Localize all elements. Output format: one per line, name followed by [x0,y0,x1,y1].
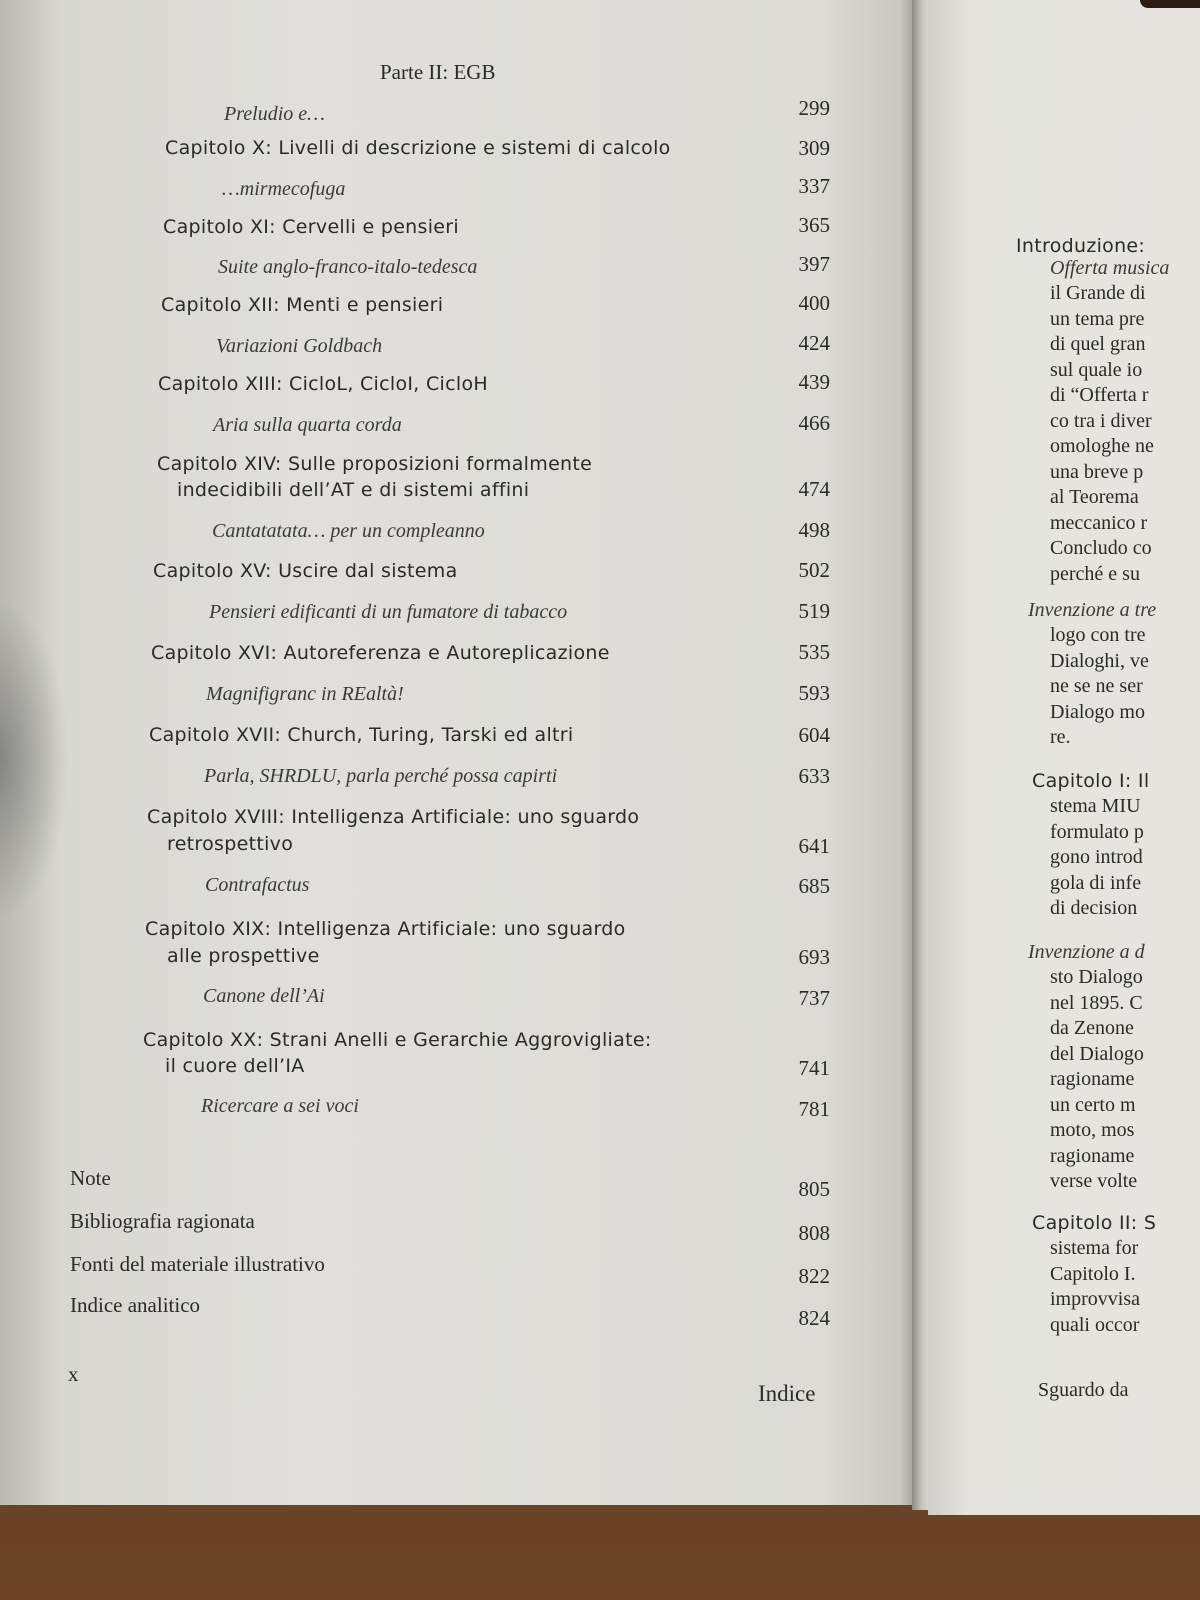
toc-entry-title: Contrafactus [205,874,310,896]
toc-entry-title: Capitolo XIX: Intelligenza Artificiale: uno sguardo [145,918,626,940]
right-page [928,0,1200,1515]
toc-entry-page: 593 [798,681,830,705]
right-page-line: un certo m [1050,1094,1136,1116]
right-page-line: gono introd [1050,846,1143,868]
toc-entry-page: 693 [798,945,830,969]
right-page-line: quali occor [1050,1314,1140,1336]
right-page-line: sto Dialogo [1050,966,1143,988]
toc-entry-page: 424 [798,331,830,355]
toc-entry-page: 299 [798,96,830,120]
right-page-line: logo con tre [1050,624,1146,646]
right-page-line: Capitolo II: S [1032,1212,1157,1234]
book-gutter [912,0,928,1510]
toc-entry-title: Capitolo XII: Menti e pensieri [161,294,444,316]
toc-entry-title: Aria sulla quarta corda [213,414,402,436]
toc-entry-title: Variazioni Goldbach [216,335,383,357]
right-page-line: Invenzione a d [1028,941,1145,963]
right-page-line: il Grande di [1050,282,1146,304]
right-page-line: meccanico r [1050,512,1148,534]
right-page-line: di quel gran [1050,333,1146,355]
right-page-line: formulato p [1050,821,1144,843]
toc-entry-title: Ricercare a sei voci [201,1095,359,1117]
right-page-line: Introduzione: [1016,235,1146,257]
toc-entry-page: 535 [798,640,830,664]
toc-entry-title: Capitolo XVI: Autoreferenza e Autoreplicazione [151,642,610,664]
right-page-line: un tema pre [1050,308,1145,330]
right-page-line: Dialogo mo [1050,701,1145,723]
toc-entry-title: Capitolo XIII: CicloL, CicloI, CicloH [158,373,488,395]
toc-entry-page: 519 [798,599,830,623]
toc-entry-page: 474 [798,477,830,501]
toc-entry-page: 397 [798,252,830,276]
right-page-line: Offerta musica [1050,257,1170,279]
hand-shadow [0,600,70,920]
right-page-line: sul quale io [1050,359,1143,381]
toc-entry-title-cont: retrospettivo [167,833,294,855]
toc-entry-page: 805 [798,1177,830,1201]
right-page-line: improvvisa [1050,1288,1140,1310]
toc-entry-page: 741 [798,1056,830,1080]
right-page-line: gola di infe [1050,872,1142,894]
toc-entry-page: 337 [798,174,830,198]
right-page-line: di decision [1050,897,1138,919]
toc-entry-page: 365 [798,213,830,237]
toc-entry-title: Canone dell’Ai [203,985,325,1007]
toc-entry-title: Indice analitico [70,1293,201,1317]
right-page-line: stema MIU [1050,795,1141,817]
toc-entry-page: 822 [798,1264,830,1288]
toc-entry-page: 400 [798,291,830,315]
running-footer: Indice [758,1381,816,1406]
right-page-line: Capitolo I. [1050,1263,1136,1285]
toc-entry-title: Capitolo XV: Uscire dal sistema [153,560,458,582]
right-page-line: re. [1050,726,1071,748]
right-page-line: verse volte [1050,1170,1138,1192]
toc-entry-title: …mirmecofuga [222,178,346,200]
right-page-line: da Zenone [1050,1017,1134,1039]
right-page-line: sistema for [1050,1237,1139,1259]
toc-entry-page: 685 [798,874,830,898]
right-page-line: perché e su [1050,563,1140,585]
toc-entry-page: 466 [798,411,830,435]
right-page-line: nel 1895. C [1050,992,1143,1014]
toc-entry-title: Capitolo XX: Strani Anelli e Gerarchie Aggrovigliate: [143,1029,652,1051]
toc-entry-title: Cantatatata… per un compleanno [212,520,485,542]
toc-entry-page: 604 [798,723,830,747]
toc-entry-page: 781 [798,1097,830,1121]
toc-entry-page: 808 [798,1221,830,1245]
toc-entry-title: Capitolo XVII: Church, Turing, Tarski ed altri [149,724,574,746]
toc-entry-title: Capitolo XI: Cervelli e pensieri [163,216,459,238]
right-page-line: Capitolo I: Il [1032,770,1150,792]
right-page-line: ragioname [1050,1068,1135,1090]
toc-entry-page: 737 [798,986,830,1010]
right-page-line: una breve p [1050,461,1144,483]
toc-entry-title: Pensieri edificanti di un fumatore di tabacco [209,601,568,623]
toc-entry-title: Magnifigranc in REaltà! [206,683,404,705]
toc-entry-page: 498 [798,518,830,542]
toc-entry-page: 633 [798,764,830,788]
toc-entry-title-cont: alle prospettive [167,945,320,967]
toc-entry-title-cont: indecidibili dell’AT e di sistemi affini [177,479,530,501]
background-corner [1140,0,1200,8]
toc-entry-page: 502 [798,558,830,582]
toc-entry-title: Fonti del materiale illustrativo [70,1252,325,1276]
page-folio: x [68,1362,79,1386]
right-page-line: Dialoghi, ve [1050,650,1149,672]
toc-entry-title: Capitolo XVIII: Intelligenza Artificiale: uno sguardo [147,806,640,828]
right-page-line: omologhe ne [1050,435,1154,457]
toc-entry-title: Capitolo X: Livelli di descrizione e sistemi di calcolo [165,137,671,159]
right-page-line: Sguardo da [1038,1379,1129,1401]
right-page-line: moto, mos [1050,1119,1135,1141]
toc-entry-page: 824 [798,1306,830,1330]
toc-entry-title: Bibliografia ragionata [70,1209,255,1233]
right-page-line: di “Offerta r [1050,384,1149,406]
toc-entry-page: 439 [798,370,830,394]
toc-entry-page: 641 [798,834,830,858]
right-page-line: ragioname [1050,1145,1135,1167]
toc-entry-title: Suite anglo-franco-italo-tedesca [218,256,478,278]
toc-entry-title: Parla, SHRDLU, parla perché possa capirti [204,765,558,787]
right-page-line: ne se ne ser [1050,675,1143,697]
right-page-line: co tra i diver [1050,410,1152,432]
right-page-line: del Dialogo [1050,1043,1144,1065]
toc-entry-title: Note [70,1166,111,1190]
toc-entry-page: 309 [798,136,830,160]
toc-entry-title: Capitolo XIV: Sulle proposizioni formalmente [157,453,593,475]
toc-entry-title-cont: il cuore dell’IA [165,1055,305,1077]
right-page-line: Invenzione a tre [1028,599,1157,621]
right-page-line: al Teorema [1050,486,1139,508]
right-page-line: Concludo co [1050,537,1152,559]
toc-entry-title: Preludio e… [224,103,325,125]
part-title: Parte II: EGB [380,60,496,84]
